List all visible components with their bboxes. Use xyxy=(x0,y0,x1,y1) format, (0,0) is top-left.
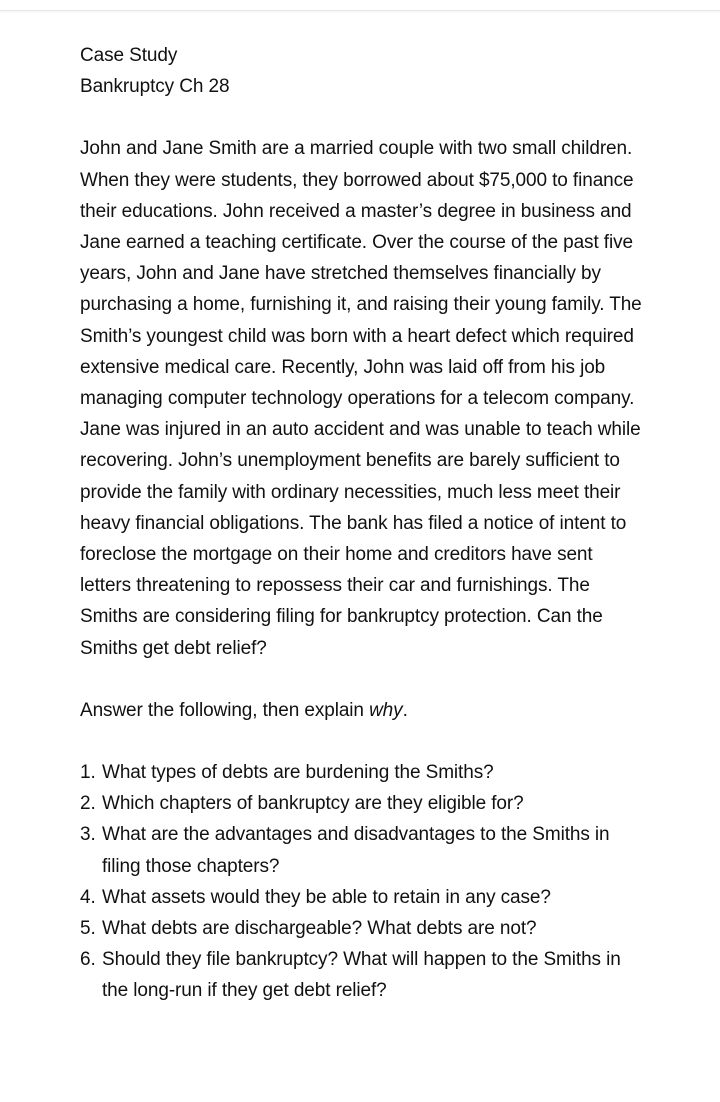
question-text: What assets would they be able to retain in any case? xyxy=(102,886,551,908)
question-number: 3. xyxy=(80,824,96,846)
question-item xyxy=(80,819,648,881)
question-number: 4. xyxy=(80,886,96,908)
spacer xyxy=(80,664,648,695)
document-title: Case Study xyxy=(80,45,178,66)
question-number: 1. xyxy=(80,762,96,784)
document-page xyxy=(80,40,648,1007)
question-text: Which chapters of bankruptcy are they eligible for? xyxy=(102,793,524,815)
answer-instruction xyxy=(80,695,648,726)
case-narrative: John and Jane Smith are a married couple with two small children. When they were students, they borrowed about $75,000 to finance their educations. John received a master’s degree in business and Jane earned a teaching certificate. Over the course of the past five years, John and Jane have stretched themselves financially by purchasing a home, furnishing it, and raising their young family. The Smith’s youngest child was born with a heart defect which required extensive medical care. Recently, John was laid off from his job managing computer technology operations for a telecom company. Jane was injured in an auto accident and was unable to teach while recovering. John’s unemployment benefits are barely sufficient to provide the family with ordinary necessities, much less meet their heavy financial obligations. The bank has filed a notice of intent to foreclose the mortgage on their home and creditors have sent letters threatening to repossess their car and furnishings. The Smiths are considering filing for bankruptcy protection. Can the Smiths get debt relief? xyxy=(80,138,642,659)
question-number: 5. xyxy=(80,918,96,940)
instruction-suffix: . xyxy=(402,699,408,721)
question-text: What types of debts are burdening the Smiths? xyxy=(102,762,494,784)
question-item xyxy=(80,882,648,913)
question-number: 2. xyxy=(80,793,96,815)
question-item xyxy=(80,944,648,1006)
instruction-emphasis: why xyxy=(369,699,403,721)
page-top-edge xyxy=(0,0,720,11)
question-text: What debts are dischargeable? What debts are not? xyxy=(102,918,537,940)
question-list xyxy=(80,757,648,1007)
spacer xyxy=(80,102,648,133)
question-text: What are the advantages and disadvantages to the Smiths in filing those chapters? xyxy=(102,824,610,877)
question-number: 6. xyxy=(80,949,96,971)
question-text: Should they file bankruptcy? What will happen to the Smiths in the long-run if they get debt relief? xyxy=(102,949,621,1002)
question-item xyxy=(80,788,648,819)
question-item xyxy=(80,757,648,788)
question-item xyxy=(80,913,648,944)
spacer xyxy=(80,726,648,757)
instruction-prefix: Answer the following, then explain xyxy=(80,699,370,721)
document-subtitle: Bankruptcy Ch 28 xyxy=(80,76,230,98)
